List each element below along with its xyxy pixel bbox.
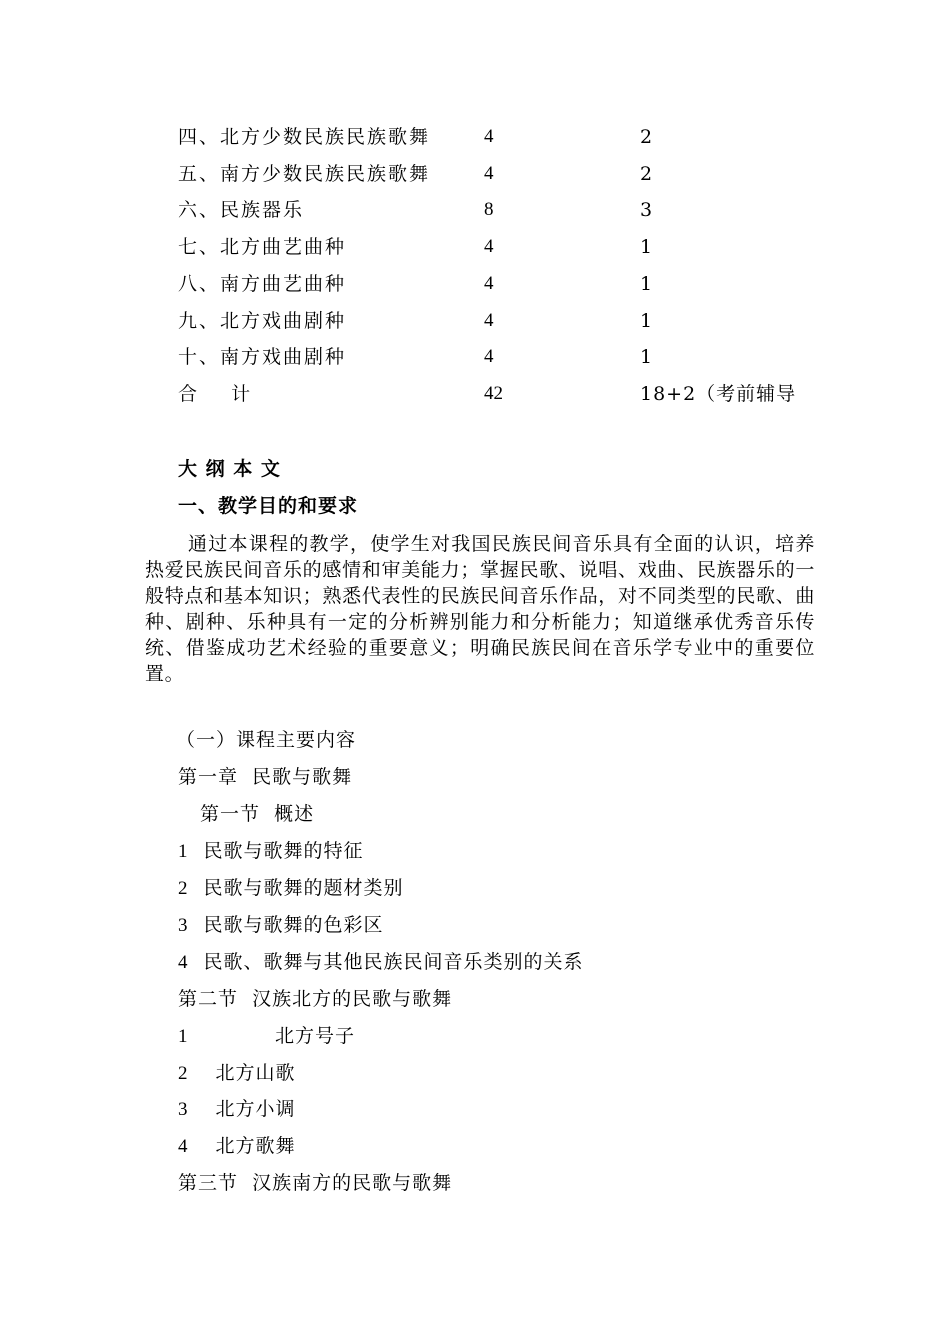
table-row <box>0 233 950 261</box>
total-label: 合 计 <box>178 383 253 405</box>
section-heading: 第三节 汉族南方的民歌与歌舞 <box>178 1172 453 1194</box>
list-item <box>178 874 404 903</box>
item-text: 北方山歌 <box>215 1062 296 1084</box>
table-row-total <box>0 380 950 408</box>
row-name: 七、北方曲艺曲种 <box>178 236 347 258</box>
table-row <box>0 160 950 188</box>
table-row <box>0 123 950 151</box>
table-row <box>0 270 950 298</box>
row-name: 四、北方少数民族民族歌舞 <box>178 126 431 148</box>
row-hours: 4 <box>484 236 494 257</box>
row-name: 六、民族器乐 <box>178 199 305 221</box>
item-number: 2 <box>178 1063 189 1084</box>
outline-title: 大 纲 本 文 <box>178 458 281 480</box>
item-text: 北方号子 <box>275 1025 356 1047</box>
row-sessions: 1 <box>640 310 654 332</box>
content-subheading: （一）课程主要内容 <box>176 729 357 751</box>
item-number: 1 <box>178 1026 189 1047</box>
section-heading: 第一节 概述 <box>200 803 315 825</box>
row-sessions: 2 <box>640 163 654 185</box>
table-row <box>0 196 950 224</box>
row-hours: 8 <box>484 199 494 220</box>
row-name: 八、南方曲艺曲种 <box>178 273 347 295</box>
item-number: 4 <box>178 952 189 973</box>
table-row <box>0 307 950 335</box>
row-sessions: 1 <box>640 273 654 295</box>
item-text: 北方小调 <box>215 1098 296 1120</box>
list-item <box>178 1132 296 1161</box>
item-text: 民歌与歌舞的色彩区 <box>203 914 384 936</box>
row-hours: 4 <box>484 346 494 367</box>
row-sessions: 3 <box>640 199 654 221</box>
section-body: 通过本课程的教学，使学生对我国民族民间音乐具有全面的认识，培养热爱民族民间音乐的感情和审美能力；掌握民歌、说唱、戏曲、民族器乐的一般特点和基本知识；熟悉代表性的民族民间音乐作品，对不同类型的民歌、曲种、剧种、乐种具有一定的分析辨别能力和分析能力；知道继承优秀音乐传统、借鉴成功艺术经验的重要意义；明确民族民间在音乐学专业中的重要位置。 <box>145 533 815 685</box>
row-sessions: 1 <box>640 346 654 368</box>
row-hours: 4 <box>484 273 494 294</box>
row-hours: 4 <box>484 126 494 147</box>
row-sessions: 1 <box>640 236 654 258</box>
list-item <box>178 837 364 866</box>
item-text: 民歌、歌舞与其他民族民间音乐类别的关系 <box>203 951 584 973</box>
list-item <box>178 1059 296 1088</box>
item-number: 4 <box>178 1136 189 1157</box>
item-text: 北方歌舞 <box>215 1135 296 1157</box>
section-title: 一、教学目的和要求 <box>178 495 359 517</box>
list-item <box>178 1095 296 1124</box>
list-item <box>178 1022 356 1051</box>
row-name: 十、南方戏曲剧种 <box>178 346 347 368</box>
row-hours: 4 <box>484 163 494 184</box>
total-sessions: 18+2（考前辅导 <box>640 383 797 405</box>
row-hours: 4 <box>484 310 494 331</box>
row-name: 九、北方戏曲剧种 <box>178 310 347 332</box>
list-item <box>178 948 584 977</box>
item-text: 民歌与歌舞的题材类别 <box>203 877 404 899</box>
item-text: 民歌与歌舞的特征 <box>203 840 364 862</box>
item-number: 1 <box>178 841 189 862</box>
list-item <box>178 911 384 940</box>
item-number: 2 <box>178 878 189 899</box>
section-heading: 第二节 汉族北方的民歌与歌舞 <box>178 988 453 1010</box>
item-number: 3 <box>178 1099 189 1120</box>
table-row <box>0 343 950 371</box>
item-number: 3 <box>178 915 189 936</box>
total-hours: 42 <box>484 383 503 404</box>
row-sessions: 2 <box>640 126 654 148</box>
chapter-heading: 第一章 民歌与歌舞 <box>178 766 353 788</box>
row-name: 五、南方少数民族民族歌舞 <box>178 163 431 185</box>
